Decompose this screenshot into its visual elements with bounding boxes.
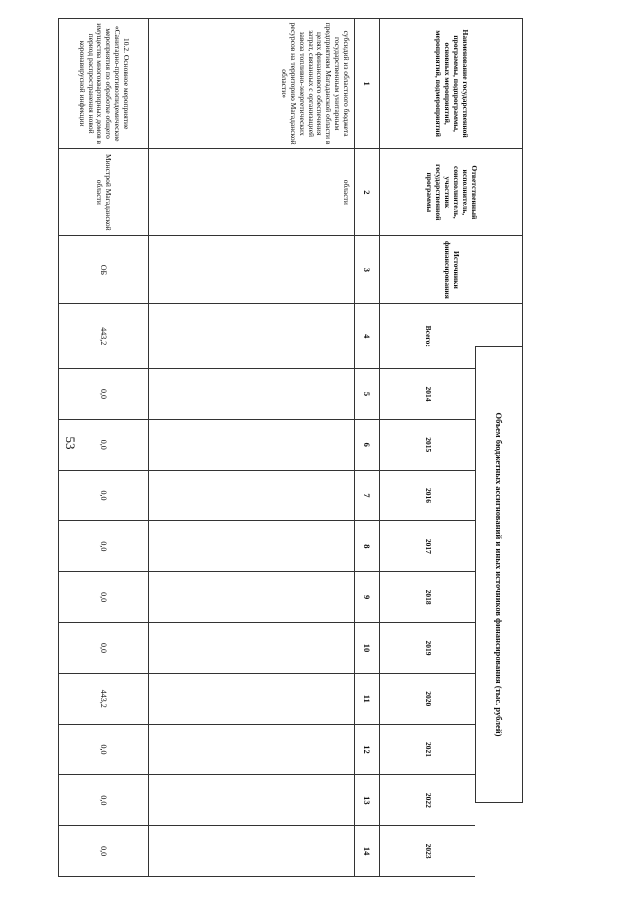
column-number: 1 bbox=[354, 19, 379, 149]
row-value bbox=[148, 304, 354, 369]
header-year: 2019 bbox=[379, 623, 475, 674]
row-value bbox=[148, 471, 354, 522]
row-value bbox=[148, 572, 354, 623]
header-year: 2015 bbox=[379, 420, 475, 471]
row-value bbox=[148, 369, 354, 420]
row-name: 10.2. Основное мероприятие «Санитарно-противоэпидемические мероприятия по обработке общего имущества многоквартирных домов в период распространения новой коронавирусной инфекции bbox=[58, 19, 148, 149]
row-value: 0,0 bbox=[58, 471, 148, 522]
row-value: 0,0 bbox=[58, 369, 148, 420]
column-number-row bbox=[354, 19, 379, 877]
header-year: 2016 bbox=[379, 471, 475, 522]
column-number: 12 bbox=[354, 725, 379, 776]
row-value: 0,0 bbox=[58, 420, 148, 471]
header-total: Всего: bbox=[379, 304, 475, 369]
row-value: 0,0 bbox=[58, 775, 148, 826]
column-number: 3 bbox=[354, 236, 379, 304]
row-value: 0,0 bbox=[58, 572, 148, 623]
column-number: 9 bbox=[354, 572, 379, 623]
row-value: 443,2 bbox=[58, 674, 148, 725]
column-number: 7 bbox=[354, 471, 379, 522]
header-year: 2023 bbox=[379, 826, 475, 877]
row-executor: Минстрой Магаданской области bbox=[58, 149, 148, 236]
row-value: 0,0 bbox=[58, 826, 148, 877]
row-value bbox=[148, 674, 354, 725]
column-number: 4 bbox=[354, 304, 379, 369]
column-number: 5 bbox=[354, 369, 379, 420]
header-year: 2018 bbox=[379, 572, 475, 623]
header-year: 2021 bbox=[379, 725, 475, 776]
header-year: 2014 bbox=[379, 369, 475, 420]
row-value bbox=[148, 775, 354, 826]
row-source: ОБ bbox=[58, 236, 148, 304]
header-year: 2022 bbox=[379, 775, 475, 826]
row-value bbox=[148, 420, 354, 471]
column-number: 13 bbox=[354, 775, 379, 826]
row-name: субсидий из областного бюджета государственным унитарным предприятиям Магаданской области в целях финансового обеспечения затрат, связанных с организацией завоза топливно-энергетических ресурсов на территорию Магаданской области» bbox=[148, 19, 354, 149]
header-row-columns bbox=[379, 19, 479, 877]
column-number: 6 bbox=[354, 420, 379, 471]
header-executor: Ответственный исполнитель, соисполнитель, участник государственной программы bbox=[379, 149, 523, 236]
header-year: 2020 bbox=[379, 674, 475, 725]
column-number: 11 bbox=[354, 674, 379, 725]
header-source: Источники финансирования bbox=[379, 236, 523, 304]
row-value bbox=[148, 623, 354, 674]
financing-title: Объем бюджетных ассигнований и иных источников финансирования (тыс. рублей) bbox=[475, 347, 523, 803]
row-value bbox=[148, 725, 354, 776]
column-number: 14 bbox=[354, 826, 379, 877]
row-executor: области bbox=[148, 149, 354, 236]
row-value bbox=[148, 521, 354, 572]
row-value: 0,0 bbox=[58, 521, 148, 572]
financing-table bbox=[58, 18, 523, 876]
table-row bbox=[58, 19, 148, 877]
row-value bbox=[148, 826, 354, 877]
row-value: 0,0 bbox=[58, 725, 148, 776]
row-value: 443,2 bbox=[58, 304, 148, 369]
column-number: 2 bbox=[354, 149, 379, 236]
table-row bbox=[148, 19, 354, 877]
row-source bbox=[148, 236, 354, 304]
header-year: 2017 bbox=[379, 521, 475, 572]
column-number: 8 bbox=[354, 521, 379, 572]
column-number: 10 bbox=[354, 623, 379, 674]
row-value: 0,0 bbox=[58, 623, 148, 674]
page-number: 53 bbox=[63, 436, 78, 450]
header-name: Наименование государственной программы, подпрограммы, основных мероприятий, мероприятий, подмероприятий bbox=[379, 19, 523, 149]
